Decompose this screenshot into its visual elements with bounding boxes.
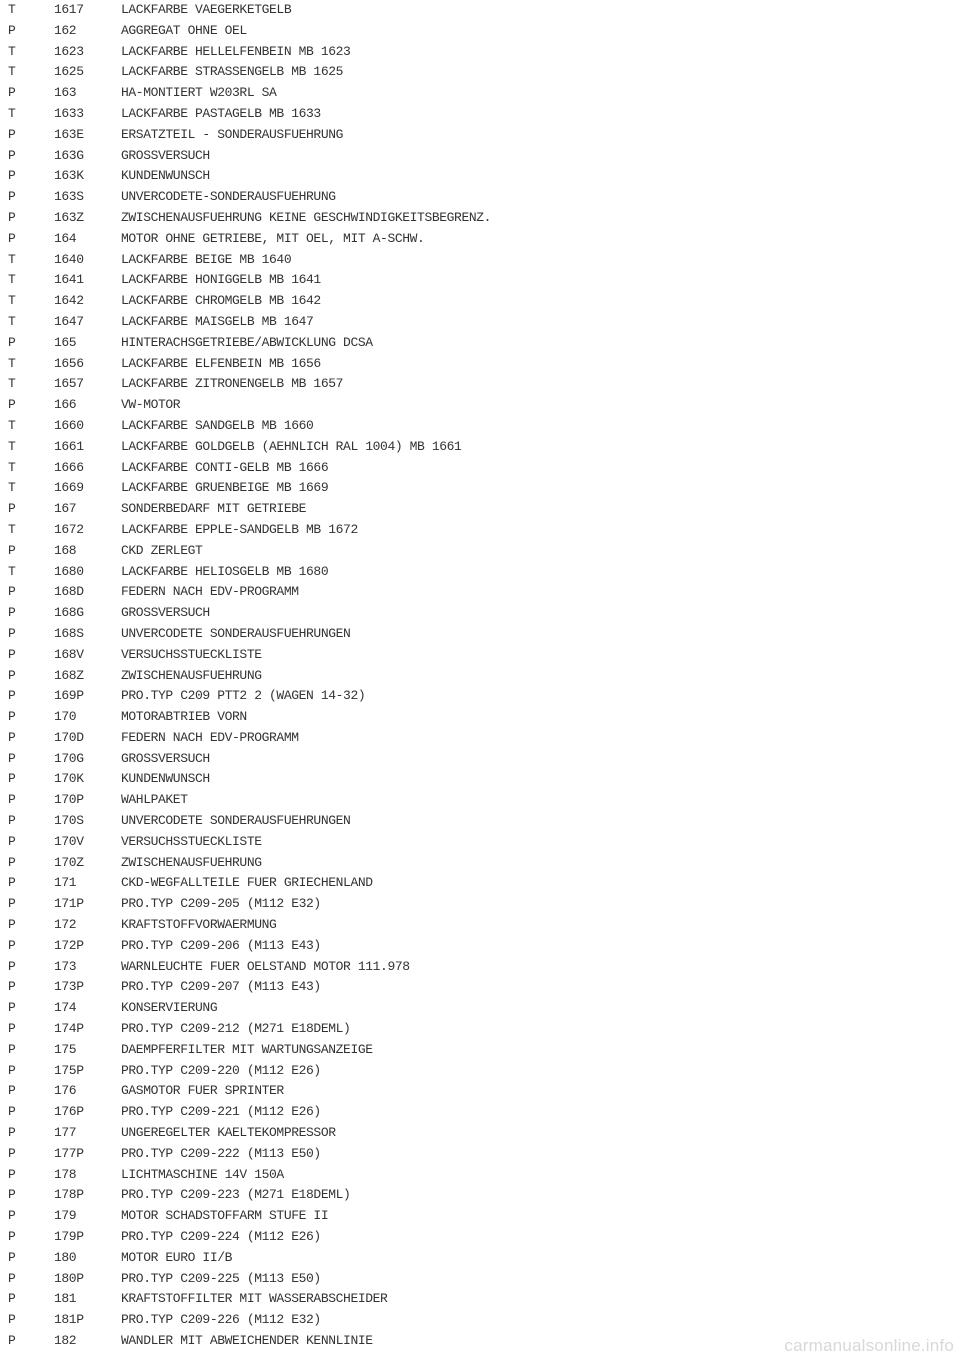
- type-code: T: [8, 251, 16, 267]
- list-item: [0, 624, 960, 645]
- list-item: [0, 749, 960, 770]
- type-code: P: [8, 667, 16, 683]
- list-item: [0, 769, 960, 790]
- type-code: T: [8, 43, 16, 59]
- type-code: P: [8, 85, 16, 101]
- description: LACKFARBE HELIOSGELB MB 1680: [121, 563, 329, 579]
- type-code: P: [8, 833, 16, 849]
- type-code: P: [8, 688, 16, 704]
- option-code: 1656: [54, 355, 84, 371]
- type-code: P: [8, 729, 16, 745]
- option-code: 179: [54, 1208, 77, 1224]
- description: LACKFARBE SANDGELB MB 1660: [121, 417, 314, 433]
- option-code: 173P: [54, 979, 84, 995]
- option-code: 163E: [54, 126, 84, 142]
- list-item: [0, 1227, 960, 1248]
- type-code: P: [8, 1333, 16, 1348]
- description: MOTOR OHNE GETRIEBE, MIT OEL, MIT A-SCHW.: [121, 230, 425, 246]
- list-item: [0, 499, 960, 520]
- type-code: P: [8, 1000, 16, 1016]
- option-code: 170: [54, 709, 77, 725]
- description: LICHTMASCHINE 14V 150A: [121, 1166, 284, 1182]
- option-code: 174P: [54, 1021, 84, 1037]
- description: VERSUCHSSTUECKLISTE: [121, 833, 262, 849]
- list-item: [0, 707, 960, 728]
- description: LACKFARBE ZITRONENGELB MB 1657: [121, 376, 344, 392]
- list-item: [0, 1040, 960, 1061]
- type-code: P: [8, 168, 16, 184]
- list-item: [0, 416, 960, 437]
- list-item: [0, 1289, 960, 1310]
- type-code: P: [8, 979, 16, 995]
- description: LACKFARBE EPPLE-SANDGELB MB 1672: [121, 521, 358, 537]
- option-code: 1623: [54, 43, 84, 59]
- description: FEDERN NACH EDV-PROGRAMM: [121, 584, 299, 600]
- description: MOTORABTRIEB VORN: [121, 709, 247, 725]
- description: KONSERVIERUNG: [121, 1000, 218, 1016]
- option-code: 168G: [54, 605, 84, 621]
- description: LACKFARBE ELFENBEIN MB 1656: [121, 355, 321, 371]
- description: PRO.TYP C209 PTT2 2 (WAGEN 14-32): [121, 688, 366, 704]
- description: HA-MONTIERT W203RL SA: [121, 85, 277, 101]
- description: HINTERACHSGETRIEBE/ABWICKLUNG DCSA: [121, 334, 373, 350]
- type-code: T: [8, 2, 16, 17]
- option-code: 181: [54, 1291, 77, 1307]
- list-item: [0, 146, 960, 167]
- description: DAEMPFERFILTER MIT WARTUNGSANZEIGE: [121, 1041, 373, 1057]
- list-item: [0, 541, 960, 562]
- option-code: 1625: [54, 64, 84, 80]
- type-code: P: [8, 1145, 16, 1161]
- list-item: [0, 42, 960, 63]
- option-code: 169P: [54, 688, 84, 704]
- description: KUNDENWUNSCH: [121, 168, 210, 184]
- option-code: 163G: [54, 147, 84, 163]
- description: PRO.TYP C209-205 (M112 E32): [121, 896, 321, 912]
- list-item: [0, 998, 960, 1019]
- list-item: [0, 208, 960, 229]
- option-code: 168V: [54, 646, 84, 662]
- list-item: [0, 291, 960, 312]
- list-item: [0, 977, 960, 998]
- description: FEDERN NACH EDV-PROGRAMM: [121, 729, 299, 745]
- option-code: 165: [54, 334, 77, 350]
- list-item: [0, 1081, 960, 1102]
- type-code: P: [8, 1104, 16, 1120]
- type-code: P: [8, 792, 16, 808]
- option-code: 170S: [54, 813, 84, 829]
- option-code: 1640: [54, 251, 84, 267]
- option-code: 1666: [54, 459, 84, 475]
- description: WAHLPAKET: [121, 792, 188, 808]
- list-item: [0, 1310, 960, 1331]
- description: AGGREGAT OHNE OEL: [121, 22, 247, 38]
- option-code: 182: [54, 1333, 77, 1348]
- list-item: [0, 125, 960, 146]
- description: PRO.TYP C209-206 (M113 E43): [121, 937, 321, 953]
- list-item: [0, 686, 960, 707]
- list-item: [0, 853, 960, 874]
- type-code: T: [8, 417, 16, 433]
- option-code: 162: [54, 22, 77, 38]
- list-item: [0, 832, 960, 853]
- option-code: 1647: [54, 313, 84, 329]
- list-item: [0, 1019, 960, 1040]
- description: PRO.TYP C209-226 (M112 E32): [121, 1312, 321, 1328]
- type-code: P: [8, 230, 16, 246]
- list-item: [0, 790, 960, 811]
- type-code: T: [8, 293, 16, 309]
- description: PRO.TYP C209-212 (M271 E18DEML): [121, 1021, 351, 1037]
- type-code: P: [8, 1208, 16, 1224]
- option-code: 1669: [54, 480, 84, 496]
- description: ZWISCHENAUSFUEHRUNG: [121, 854, 262, 870]
- description: LACKFARBE CONTI-GELB MB 1666: [121, 459, 329, 475]
- option-code: 172P: [54, 937, 84, 953]
- option-code: 167: [54, 501, 77, 517]
- description: ZWISCHENAUSFUEHRUNG: [121, 667, 262, 683]
- option-code: 171: [54, 875, 77, 891]
- description: UNVERCODETE SONDERAUSFUEHRUNGEN: [121, 625, 351, 641]
- type-code: P: [8, 1083, 16, 1099]
- option-code: 181P: [54, 1312, 84, 1328]
- list-item: [0, 437, 960, 458]
- list-item: [0, 104, 960, 125]
- option-code: 1657: [54, 376, 84, 392]
- description: UNGEREGELTER KAELTEKOMPRESSOR: [121, 1125, 336, 1141]
- type-code: P: [8, 750, 16, 766]
- list-item: [0, 458, 960, 479]
- option-code: 1641: [54, 272, 84, 288]
- description: MOTOR SCHADSTOFFARM STUFE II: [121, 1208, 329, 1224]
- type-code: T: [8, 355, 16, 371]
- list-item: [0, 1102, 960, 1123]
- description: PRO.TYP C209-223 (M271 E18DEML): [121, 1187, 351, 1203]
- option-code: 173: [54, 958, 77, 974]
- option-code: 168D: [54, 584, 84, 600]
- type-code: T: [8, 521, 16, 537]
- type-code: T: [8, 563, 16, 579]
- list-item: [0, 728, 960, 749]
- list-item: [0, 229, 960, 250]
- description: KUNDENWUNSCH: [121, 771, 210, 787]
- list-item: [0, 811, 960, 832]
- type-code: T: [8, 313, 16, 329]
- list-item: [0, 187, 960, 208]
- type-code: P: [8, 1249, 16, 1265]
- description: ZWISCHENAUSFUEHRUNG KEINE GESCHWINDIGKEITSBEGRENZ.: [121, 209, 492, 225]
- list-item: [0, 478, 960, 499]
- description: PRO.TYP C209-224 (M112 E26): [121, 1229, 321, 1245]
- type-code: P: [8, 1270, 16, 1286]
- description: LACKFARBE MAISGELB MB 1647: [121, 313, 314, 329]
- option-code: 170G: [54, 750, 84, 766]
- list-item: [0, 1206, 960, 1227]
- type-code: P: [8, 875, 16, 891]
- type-code: P: [8, 1291, 16, 1307]
- type-code: T: [8, 438, 16, 454]
- list-item: [0, 1123, 960, 1144]
- description: GASMOTOR FUER SPRINTER: [121, 1083, 284, 1099]
- list-item: [0, 936, 960, 957]
- description: LACKFARBE HONIGGELB MB 1641: [121, 272, 321, 288]
- description: LACKFARBE BEIGE MB 1640: [121, 251, 292, 267]
- list-item: [0, 957, 960, 978]
- list-item: [0, 166, 960, 187]
- option-code: 177: [54, 1125, 77, 1141]
- description: KRAFTSTOFFVORWAERMUNG: [121, 917, 277, 933]
- option-code: 179P: [54, 1229, 84, 1245]
- option-code: 1642: [54, 293, 84, 309]
- type-code: P: [8, 1229, 16, 1245]
- type-code: P: [8, 584, 16, 600]
- type-code: P: [8, 147, 16, 163]
- description: PRO.TYP C209-225 (M113 E50): [121, 1270, 321, 1286]
- list-item: [0, 374, 960, 395]
- list-item: [0, 894, 960, 915]
- description: PRO.TYP C209-207 (M113 E43): [121, 979, 321, 995]
- option-code: 177P: [54, 1145, 84, 1161]
- option-code: 176: [54, 1083, 77, 1099]
- list-item: [0, 1061, 960, 1082]
- list-item: [0, 312, 960, 333]
- option-code: 174: [54, 1000, 77, 1016]
- description: UNVERCODETE SONDERAUSFUEHRUNGEN: [121, 813, 351, 829]
- description: PRO.TYP C209-222 (M113 E50): [121, 1145, 321, 1161]
- description: LACKFARBE CHROMGELB MB 1642: [121, 293, 321, 309]
- description: LACKFARBE HELLELFENBEIN MB 1623: [121, 43, 351, 59]
- list-item: [0, 1165, 960, 1186]
- description: CKD ZERLEGT: [121, 542, 203, 558]
- list-item: [0, 0, 960, 21]
- option-code: 180: [54, 1249, 77, 1265]
- type-code: P: [8, 917, 16, 933]
- description: CKD-WEGFALLTEILE FUER GRIECHENLAND: [121, 875, 373, 891]
- type-code: P: [8, 542, 16, 558]
- option-code: 168: [54, 542, 77, 558]
- option-code: 172: [54, 917, 77, 933]
- type-code: P: [8, 709, 16, 725]
- description: GROSSVERSUCH: [121, 605, 210, 621]
- type-code: P: [8, 22, 16, 38]
- type-code: P: [8, 896, 16, 912]
- list-item: [0, 333, 960, 354]
- type-code: P: [8, 189, 16, 205]
- option-code: 1680: [54, 563, 84, 579]
- list-item: [0, 645, 960, 666]
- option-code: 1672: [54, 521, 84, 537]
- list-item: [0, 83, 960, 104]
- description: VW-MOTOR: [121, 397, 181, 413]
- list-item: [0, 354, 960, 375]
- option-code: 163S: [54, 189, 84, 205]
- option-code: 171P: [54, 896, 84, 912]
- type-code: P: [8, 1166, 16, 1182]
- type-code: P: [8, 625, 16, 641]
- description: KRAFTSTOFFILTER MIT WASSERABSCHEIDER: [121, 1291, 388, 1307]
- option-code: 170P: [54, 792, 84, 808]
- description: GROSSVERSUCH: [121, 750, 210, 766]
- type-code: T: [8, 272, 16, 288]
- description: LACKFARBE PASTAGELB MB 1633: [121, 105, 321, 121]
- option-code: 163: [54, 85, 77, 101]
- type-code: P: [8, 334, 16, 350]
- option-code: 170K: [54, 771, 84, 787]
- type-code: P: [8, 958, 16, 974]
- list-item: [0, 21, 960, 42]
- option-code: 163Z: [54, 209, 84, 225]
- type-code: P: [8, 1187, 16, 1203]
- description: VERSUCHSSTUECKLISTE: [121, 646, 262, 662]
- option-code: 176P: [54, 1104, 84, 1120]
- option-code: 178P: [54, 1187, 84, 1203]
- list-item: [0, 520, 960, 541]
- option-code: 1660: [54, 417, 84, 433]
- description: ERSATZTEIL - SONDERAUSFUEHRUNG: [121, 126, 344, 142]
- option-code: 168S: [54, 625, 84, 641]
- type-code: P: [8, 1062, 16, 1078]
- description: LACKFARBE GOLDGELB (AEHNLICH RAL 1004) MB 1661: [121, 438, 462, 454]
- list-item: [0, 62, 960, 83]
- type-code: P: [8, 854, 16, 870]
- description: PRO.TYP C209-220 (M112 E26): [121, 1062, 321, 1078]
- option-code: 170D: [54, 729, 84, 745]
- type-code: P: [8, 813, 16, 829]
- option-code: 178: [54, 1166, 77, 1182]
- list-item: [0, 873, 960, 894]
- description: LACKFARBE VAEGERKETGELB: [121, 2, 292, 17]
- list-item: [0, 250, 960, 271]
- type-code: T: [8, 105, 16, 121]
- type-code: P: [8, 501, 16, 517]
- type-code: P: [8, 209, 16, 225]
- description: GROSSVERSUCH: [121, 147, 210, 163]
- description: MOTOR EURO II/B: [121, 1249, 233, 1265]
- type-code: P: [8, 605, 16, 621]
- option-code: 163K: [54, 168, 84, 184]
- option-code: 180P: [54, 1270, 84, 1286]
- list-item: [0, 1144, 960, 1165]
- watermark: carmanualsonline.info: [784, 1336, 954, 1355]
- description: LACKFARBE STRASSENGELB MB 1625: [121, 64, 344, 80]
- option-code: 175: [54, 1041, 77, 1057]
- description: SONDERBEDARF MIT GETRIEBE: [121, 501, 307, 517]
- type-code: P: [8, 397, 16, 413]
- type-code: P: [8, 1021, 16, 1037]
- description: PRO.TYP C209-221 (M112 E26): [121, 1104, 321, 1120]
- type-code: P: [8, 937, 16, 953]
- option-code: 170Z: [54, 854, 84, 870]
- option-code: 1661: [54, 438, 84, 454]
- type-code: P: [8, 1125, 16, 1141]
- option-code: 175P: [54, 1062, 84, 1078]
- option-code: 168Z: [54, 667, 84, 683]
- description: WARNLEUCHTE FUER OELSTAND MOTOR 111.978: [121, 958, 410, 974]
- list-item: [0, 1269, 960, 1290]
- type-code: T: [8, 376, 16, 392]
- option-code: 1617: [54, 2, 84, 17]
- option-code: 164: [54, 230, 77, 246]
- type-code: P: [8, 126, 16, 142]
- option-code: 170V: [54, 833, 84, 849]
- list-item: [0, 1185, 960, 1206]
- type-code: P: [8, 1041, 16, 1057]
- description: LACKFARBE GRUENBEIGE MB 1669: [121, 480, 329, 496]
- description: WANDLER MIT ABWEICHENDER KENNLINIE: [121, 1333, 373, 1348]
- description: UNVERCODETE-SONDERAUSFUEHRUNG: [121, 189, 336, 205]
- type-code: P: [8, 646, 16, 662]
- list-item: [0, 562, 960, 583]
- option-code: 1633: [54, 105, 84, 121]
- list-item: [0, 270, 960, 291]
- list-item: [0, 915, 960, 936]
- type-code: P: [8, 771, 16, 787]
- type-code: T: [8, 480, 16, 496]
- list-item: [0, 603, 960, 624]
- list-item: [0, 666, 960, 687]
- list-item: [0, 395, 960, 416]
- type-code: P: [8, 1312, 16, 1328]
- type-code: T: [8, 459, 16, 475]
- option-code: 166: [54, 397, 77, 413]
- list-item: [0, 582, 960, 603]
- type-code: T: [8, 64, 16, 80]
- list-item: [0, 1248, 960, 1269]
